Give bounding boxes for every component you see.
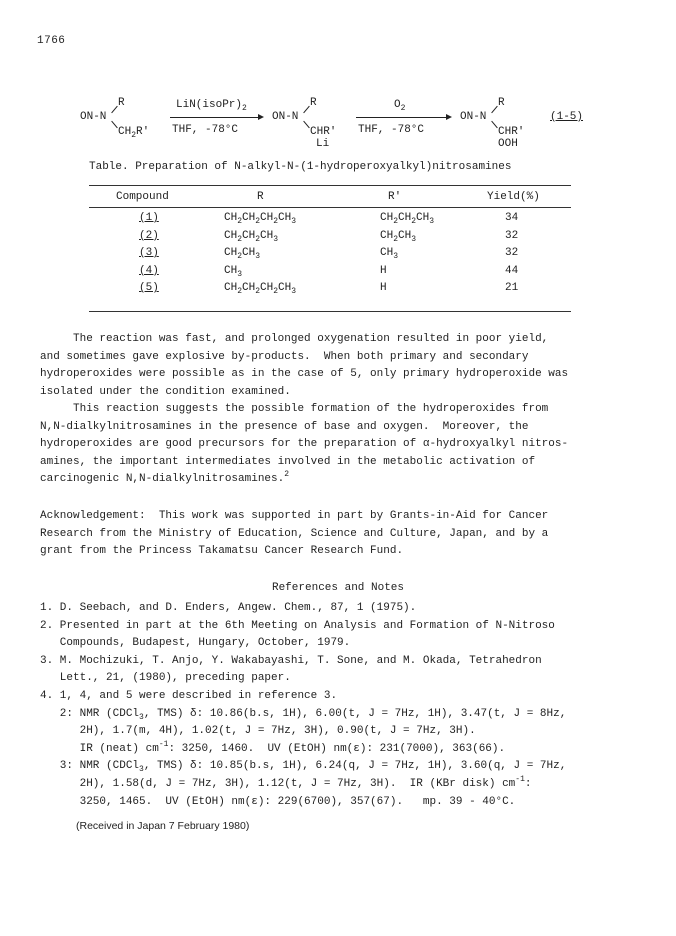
table-header-yield: Yield(%): [487, 191, 540, 203]
intermediate-r: R: [310, 97, 317, 109]
table-cell-yield: 32: [505, 247, 519, 260]
text-line: The reaction was fast, and prolonged oxygenation resulted in poor yield,: [40, 333, 549, 345]
references-title: References and Notes: [271, 582, 405, 594]
footnote-marker: 2: [284, 470, 290, 480]
table-cell-compound: (4): [139, 264, 159, 277]
reference-item: 1. D. Seebach, and D. Enders, Angew. Chem., 87, 1 (1975).: [40, 602, 417, 614]
table-cell-rprime: $CH_3$: [380, 247, 399, 262]
paragraph-1: [40, 331, 640, 401]
table-header-compound: Compound: [116, 191, 169, 203]
text-line: hydroperoxides were possible as in the case of 5, only primary hydroperoxide was: [40, 368, 569, 381]
step2-conditions: THF, -78°C: [358, 124, 425, 136]
table-cell-rprime: $CH_2CH_3$: [380, 229, 417, 244]
acknowledgement: [40, 508, 640, 561]
intermediate-nitroso: ON-N: [272, 111, 299, 123]
reactant-ch2r: $CH_2R'$: [118, 126, 150, 140]
text-line: and sometimes gave explosive by-products. When both primary and secondary: [40, 350, 529, 363]
reference-item: Lett., 21, (1980), preceding paper.: [40, 672, 291, 685]
text-line: isolated under the condition examined.: [40, 385, 291, 398]
bond-down: [491, 121, 498, 129]
page-number: 1766: [37, 35, 66, 47]
product-r: R: [498, 97, 505, 109]
table-bottom-rule: [89, 311, 571, 312]
table-cell-r: $CH_2CH_2CH_3$: [224, 229, 279, 244]
text-line: Research from the Ministry of Education, Science and Culture, Japan, and by a: [40, 527, 549, 540]
reference-item: 2H), 1.7(m, 4H), 1.02(t, J = 7Hz, 3H), 0.90(t, J = 7Hz, 3H).: [40, 725, 476, 738]
intermediate-chr: CHR': [310, 126, 337, 138]
text-line: amines, the important intermediates involved in the metabolic activation of: [40, 455, 536, 468]
text-line: N,N-dialkylnitrosamines in the presence of base and oxygen. Moreover, the: [40, 420, 529, 433]
step2-reagent: $O_2$: [394, 99, 406, 113]
table-cell-rprime: $CH_2CH_2CH_3$: [380, 212, 435, 226]
table-cell-yield: 21: [505, 282, 519, 295]
step1-reagent: $LiN(isoPr)_2$: [176, 99, 247, 113]
bond-down: [303, 121, 310, 129]
reactant-r: R: [118, 97, 125, 109]
product-ooh: OOH: [498, 138, 518, 150]
reference-item: 2H), 1.58(d, J = 7Hz, 3H), 1.12(t, J = 7Hz, 3H). IR (KBr disk) $cm^{-1}$:: [40, 774, 532, 790]
reactant-nitroso: ON-N: [80, 111, 107, 123]
table-cell-r: $CH_2CH_3$: [224, 247, 261, 262]
bond-up: [303, 106, 310, 114]
intermediate-li: Li: [316, 138, 330, 150]
table-cell-yield: 32: [505, 229, 519, 242]
text-line: hydroperoxides are good precursors for the preparation of α-hydroxyalkyl nitros-: [40, 438, 569, 451]
product-chr: CHR': [498, 126, 525, 138]
product-nitroso: ON-N: [460, 111, 487, 123]
table-header-rprime: R': [388, 191, 402, 203]
table-cell-rprime: H: [380, 264, 387, 277]
text-line: Acknowledgement: This work was supported in part by Grants-in-Aid for Cancer: [40, 510, 549, 522]
table-cell-compound: (1): [139, 212, 159, 224]
reference-item: Compounds, Budapest, Hungary, October, 1979.: [40, 637, 351, 650]
reference-item: 2: NMR (CDCl$_3$, TMS) δ: 10.86(b.s, 1H), 6.00(t, J = 7Hz, 1H), 3.47(t, J = 8Hz,: [40, 707, 567, 722]
table-cell-yield: 34: [505, 212, 519, 224]
table-cell-r: $CH_2CH_2CH_2CH_3$: [224, 212, 297, 226]
reference-item: 2. Presented in part at the 6th Meeting on Analysis and Formation of N-Nitroso: [40, 619, 555, 632]
table-cell-compound: (2): [139, 229, 159, 242]
table-cell-r: $CH_2CH_2CH_2CH_3$: [224, 282, 297, 297]
text-line: carcinogenic N,N-dialkylnitrosamines.$^2$: [40, 470, 290, 486]
bond-up: [491, 106, 498, 114]
table-cell-compound: (3): [139, 247, 159, 260]
table-caption: Table. Preparation of N-alkyl-N-(1-hydroperoxyalkyl)nitrosamines: [89, 161, 512, 173]
reference-item: IR (neat) $cm^{-1}$: 3250, 1460. UV (EtOH) nm(ε): 231(7000), 363(66).: [40, 739, 506, 755]
references-list: [40, 600, 566, 811]
table-cell-rprime: H: [380, 282, 387, 295]
table-cell-yield: 44: [505, 264, 519, 277]
reference-item: 4. 1, 4, and 5 were described in reference 3.: [40, 689, 338, 702]
table-header-r: R: [257, 191, 264, 203]
bond-up: [111, 106, 118, 114]
text-line: grant from the Princess Takamatsu Cancer Research Fund.: [40, 545, 404, 558]
text-line: This reaction suggests the possible formation of the hydroperoxides from: [40, 403, 549, 415]
bond-down: [111, 121, 118, 129]
reference-item: 3250, 1465. UV (EtOH) nm(ε): 229(6700), 357(67). mp. 39 - 40°C.: [40, 795, 516, 808]
reaction-scheme: [0, 96, 676, 156]
received-date: (Received in Japan 7 February 1980): [76, 820, 250, 832]
table-header-rule: [89, 207, 571, 208]
table-cell-r: $CH_3$: [224, 264, 243, 279]
table-top-rule: [89, 185, 571, 186]
paragraph-2: [40, 401, 640, 489]
step1-conditions: THF, -78°C: [172, 124, 239, 136]
reaction-arrow-1: [170, 117, 262, 118]
reaction-arrow-2: [356, 117, 450, 118]
reference-item: 3: NMR (CDCl$_3$, TMS) δ: 10.85(b.s, 1H), 6.24(q, J = 7Hz, 1H), 3.60(q, J = 7Hz,: [40, 760, 567, 775]
table-cell-compound: (5): [139, 282, 159, 295]
compound-range: (1-5): [550, 111, 584, 123]
reference-item: 3. M. Mochizuki, T. Anjo, Y. Wakabayashi, T. Sone, and M. Okada, Tetrahedron: [40, 654, 542, 667]
